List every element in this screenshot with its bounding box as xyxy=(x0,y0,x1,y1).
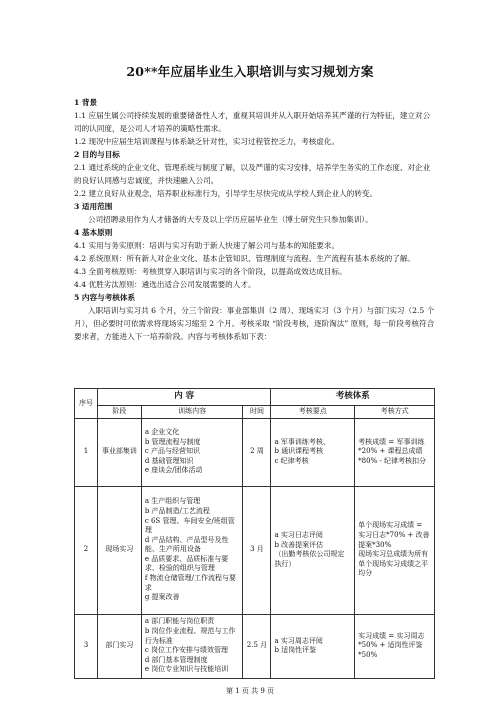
row-time: 2.5 月 xyxy=(243,614,271,678)
paragraph: 公司招聘录用作为人才储备的大专及以上学历应届毕业生（博士研究生只参加集训）。 xyxy=(88,215,373,224)
header-assessment: 考核体系 xyxy=(271,389,435,406)
row-training-item: e 座谈会/团体活动 xyxy=(144,466,203,475)
row-method xyxy=(355,614,435,678)
paragraph: 入职培训与实习共 6 个月，分三个阶段：事业部集训（2 周）、现场实习（3 个月）与部门实习（2.5 个月），但必要时可依需求将现场实习缩至 2 个月。考核采取 “阶段考核，逐阶淘汰” 原则，每一阶段考核符合要求者，方能进入下一培养阶段。内容与考核体系如下表： xyxy=(74,306,435,341)
row-training-item: c 岗位工作安排与绩效管理 xyxy=(144,646,228,655)
row-method-item: 实习成绩 = 实习周志*50% + 适岗性评鉴*50% xyxy=(358,631,425,659)
row-training-item: c 6S 管理、车间安全/班组管理 xyxy=(144,516,235,535)
table-row xyxy=(75,418,435,486)
row-points-item: b 改善提案评估 xyxy=(274,540,324,549)
row-points-item: b 通识课程考核 xyxy=(274,447,324,456)
row-training-item: c 产品与经营知识 xyxy=(144,447,200,456)
row-training-item: a 生产组织与管理 xyxy=(144,497,201,506)
paragraph: 4.2 系统原则：所有新人对企业文化、基本企管知识、管理制度与流程、生产流程有基本系统的了解。 xyxy=(74,254,416,263)
row-stage: 事业部集训 xyxy=(97,418,141,486)
table-row xyxy=(75,614,435,678)
row-points xyxy=(271,418,355,486)
row-points-item: b 适岗性评鉴 xyxy=(274,646,317,655)
section-heading: 3 适用范围 xyxy=(74,202,113,211)
row-seq: 2 xyxy=(75,486,98,614)
header-method: 考核方式 xyxy=(355,406,435,419)
header-stage: 阶段 xyxy=(97,406,141,419)
paragraph: 1.2 现况中应届生培训课程与体系缺乏针对性，实习过程管控乏力，考核虚化。 xyxy=(74,137,340,146)
row-method-item: 单个现场实习成绩 = 实习日志*70% + 改善提案*30% xyxy=(358,521,430,549)
section-heading: 5 内容与考核体系 xyxy=(74,293,136,302)
paragraph: 4.1 实用与务实原则：培训与实习有助于新人快速了解公司与基本的知能要求。 xyxy=(74,241,340,250)
row-training-item: e 品质要求、品质标准与要求、检验的组织与管理 xyxy=(144,554,229,573)
row-stage: 部门实习 xyxy=(97,614,141,678)
row-seq: 3 xyxy=(75,614,98,678)
section-heading: 1 背景 xyxy=(74,98,98,107)
row-method xyxy=(355,418,435,486)
header-points: 考核要点 xyxy=(271,406,355,419)
row-points-item: （出勤考核依公司规定执行） xyxy=(274,550,345,568)
row-time: 3 月 xyxy=(243,486,271,614)
row-training-item: b 产品制造/工艺流程 xyxy=(144,506,210,515)
row-training xyxy=(141,418,243,486)
header-time: 时间 xyxy=(243,406,271,419)
row-training-item: b 管理流程与制度 xyxy=(144,437,201,446)
paragraph: 4.4 优胜劣汰原则：遴选出适合公司发展需要的人才。 xyxy=(74,280,256,289)
row-method-item: 现场实习总成绩为所有单个现场实习成绩之平均分 xyxy=(358,550,429,578)
row-stage: 现场实习 xyxy=(97,486,141,614)
row-points xyxy=(271,486,355,614)
document-body xyxy=(74,96,435,343)
header-training: 训练内容 xyxy=(141,406,243,419)
row-training-item: a 企业文化 xyxy=(144,428,180,437)
row-training-item: e 岗位专业知识与技能培训 xyxy=(144,665,229,674)
section-heading: 4 基本原则 xyxy=(74,228,113,237)
row-points-item: a 实习周志评阅 xyxy=(274,636,323,645)
row-training-item: d 部门基本管理制度 xyxy=(144,655,208,664)
row-training-item: d 基础管理知识 xyxy=(144,456,194,465)
paragraph: 2.1 通过系统的企业文化、管理系统与制度了解，以及严谨的实习安排，培养学生务实的工作态度、对企业的良好认同感与忠诚度，并快速融入公司。 xyxy=(74,163,431,185)
training-plan-table xyxy=(74,388,435,679)
row-points xyxy=(271,614,355,678)
row-training-item: f 物流仓储管理/工作流程与要求 xyxy=(144,574,237,592)
row-training-item: a 部门职能与岗位职责 xyxy=(144,617,215,626)
row-method xyxy=(355,486,435,614)
row-time: 2 周 xyxy=(243,418,271,486)
header-seq: 序号 xyxy=(75,389,98,419)
row-training xyxy=(141,486,243,614)
row-method-item: 考核成绩 = 军事训练*20% + 课程总成绩*80% - 纪律考核扣分 xyxy=(358,437,427,465)
row-training-item: d 产品结构、产品型号及性能、生产所用设备 xyxy=(144,535,229,554)
row-training-item: b 岗位作业流程、规范与工作行为标准 xyxy=(144,626,236,645)
header-content: 内 容 xyxy=(97,389,270,406)
paragraph: 4.3 全面考核原则：考核贯穿入职培训与实习的各个阶段，以提高成效达成目标。 xyxy=(74,267,347,276)
section-heading: 2 目的与目标 xyxy=(74,150,120,159)
row-points-item: a 军事训练考核、 xyxy=(274,437,330,446)
row-training-item: g 提案改善 xyxy=(144,593,180,602)
row-seq: 1 xyxy=(75,418,98,486)
row-points-item: c 纪律考核 xyxy=(274,456,309,465)
document-title: 20**年应届毕业生入职培训与实习规划方案 xyxy=(126,64,374,79)
table-row xyxy=(75,486,435,614)
page-footer: 第 1 页 共 9 页 xyxy=(225,687,275,695)
paragraph: 1.1 应届生属公司持续发展的重要储备性人才，重视其培训并从入职开始培养其严谨的行为特征，建立对公司的认同度，是公司人才培养的策略性需求。 xyxy=(74,111,431,133)
paragraph: 2.2 建立良好从业观念，培养职业标准行为，引导学生尽快完成从学校人到企业人的转变。 xyxy=(74,189,378,198)
row-training xyxy=(141,614,243,678)
row-points-item: a 实习日志评阅 xyxy=(274,530,323,539)
